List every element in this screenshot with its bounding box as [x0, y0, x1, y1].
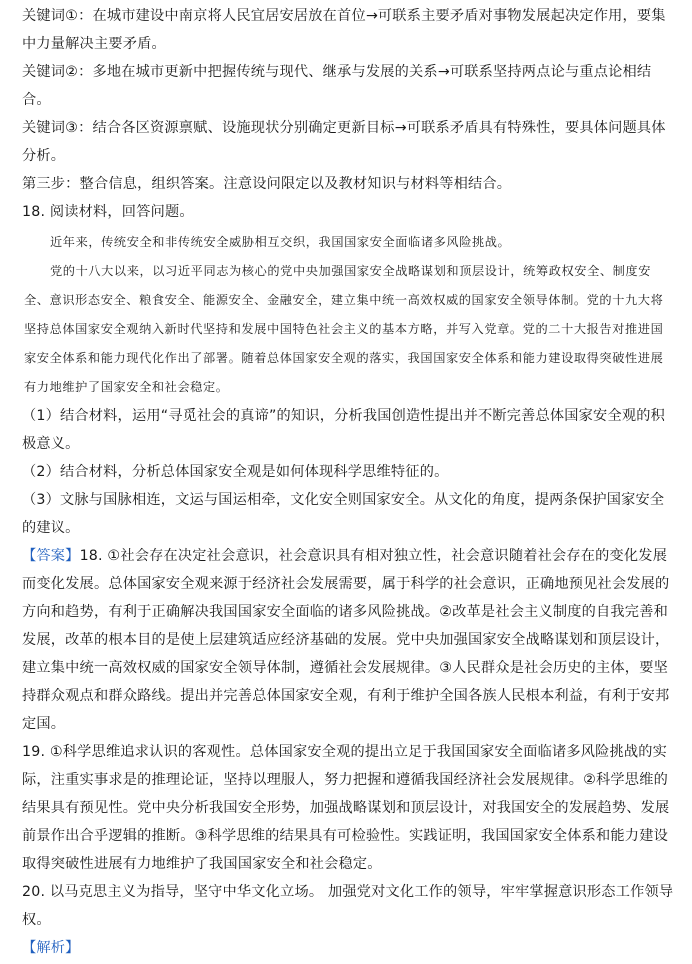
answer-18-text: 18. ①社会存在决定社会意识，社会意识具有相对独立性，社会意识随着社会存在的变化发展而变化发展。总体国家安全观来源于经济社会发展需要，属于科学的社会意识，正确地预见社会发展的方向和趋势，有利于正确解决我国国家安全面临的诸多风险挑战。②改革是社会主义制度的自我完善和发展，改革的根本目的是使上层建筑适应经济基础的发展。党中央加强国家安全战略谋划和顶层设计，建立集中统一高效权威的国家安全领导体制，遵循社会发展规律。③人民群众是社会历史的主体，要坚持群众观点和群众路线。提出并完善总体国家安全观，有利于维护全国各族人民根本利益，有利于安邦定国。 [22, 548, 670, 732]
answer-20-paragraph: 20. 以马克思主义为指导，坚守中华文化立场。 加强党对文化工作的领导，牢牢掌握意识形态工作领导权。 [22, 884, 674, 928]
answer-tag: 【答案】 [22, 548, 80, 564]
answer-18-paragraph [22, 542, 674, 738]
keyword-1-paragraph: 关键词①：在城市建设中南京将人民宜居安居放在首位→可联系主要矛盾对事物发展起决定作用，要集中力量解决主要矛盾。 [22, 8, 666, 52]
material-paragraph-1 [24, 228, 674, 257]
subquestion-1: （1）结合材料，运用“寻觅社会的真谛”的知识，分析我国创造性提出并不断完善总体国家安全观的积极意义。 [22, 408, 665, 452]
step-3-paragraph: 第三步：整合信息，组织答案。注意设问限定以及教材知识与材料等相结合。 [22, 176, 512, 192]
keyword-3-paragraph: 关键词③：结合各区资源禀赋、设施现状分别确定更新目标→可联系矛盾具有特殊性，要具体问题具体分析。 [22, 120, 666, 164]
keyword-2-paragraph: 关键词②：多地在城市更新中把握传统与现代、继承与发展的关系→可联系坚持两点论与重点论相结合。 [22, 64, 652, 108]
subquestion-2: （2）结合材料，分析总体国家安全观是如何体现科学思维特征的。 [22, 464, 449, 480]
question-18-title: 18. 阅读材料，回答问题。 [22, 204, 194, 220]
material-p1-text: 近年来，传统安全和非传统安全威胁相互交织，我国国家安全面临诸多风险挑战。 [50, 235, 511, 249]
subquestion-3: （3）文脉与国脉相连，文运与国运相牵，文化安全则国家安全。从文化的角度，提两条保护国家安全的建议。 [22, 492, 665, 536]
material-paragraph-2 [24, 257, 674, 402]
analysis-heading [22, 934, 674, 962]
answer-19-paragraph: 19. ①科学思维追求认识的客观性。总体国家安全观的提出立足于我国国家安全面临诸多风险挑战的实际，注重实事求是的推理论证，坚持以理服人，努力把握和遵循我国经济社会发展规律。②科学思维的结果具有预见性。党中央分析我国安全形势，加强战略谋划和顶层设计，对我国安全的发展趋势、发展前景作出合乎逻辑的推断。③科学思维的结果具有可检验性。实践证明，我国国家安全体系和能力建设取得突破性进展有力地维护了我国国家安全和社会稳定。 [22, 744, 670, 872]
analysis-tag: 【解析】 [22, 940, 80, 956]
reading-material [22, 228, 674, 402]
material-p2-text: 党的十八大以来，以习近平同志为核心的党中央加强国家安全战略谋划和顶层设计，统筹政权安全、制度安全、意识形态安全、粮食安全、能源安全、金融安全，建立集中统一高效权威的国家安全领导体制。党的十九大将坚持总体国家安全观纳入新时代坚持和发展中国特色社会主义的基本方略，并写入党章。党的二十大报告对推进国家安全体系和能力现代化作出了部署。随着总体国家安全观的落实，我国国家安全体系和能力建设取得突破性进展有力地维护了国家安全和社会稳定。 [24, 264, 664, 394]
